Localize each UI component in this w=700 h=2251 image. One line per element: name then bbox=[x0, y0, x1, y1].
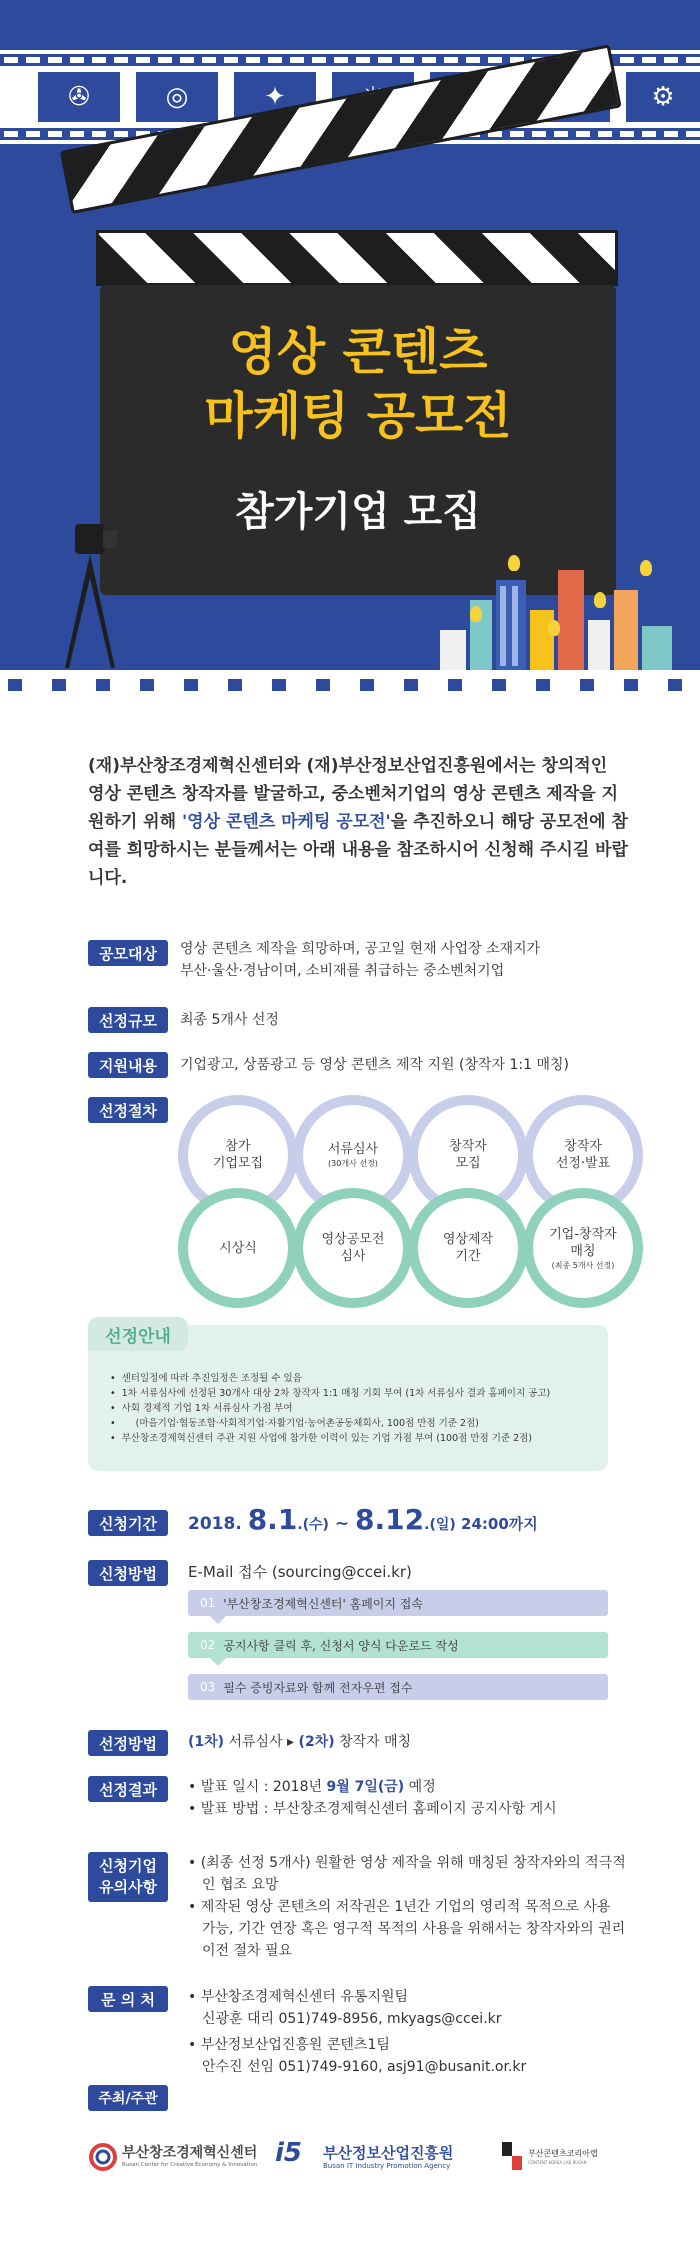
process-step-title: 창작자 모집 bbox=[449, 1139, 487, 1171]
result-date bbox=[188, 1776, 628, 1798]
film-hole bbox=[532, 131, 546, 137]
period-month-end: 8. bbox=[355, 1503, 386, 1536]
film-hole bbox=[510, 131, 524, 137]
label-contact: 문 의 처 bbox=[88, 1986, 168, 2012]
process-step bbox=[188, 1198, 288, 1298]
film-hole bbox=[26, 57, 40, 63]
result-list bbox=[188, 1776, 628, 1820]
step-number: 03 bbox=[200, 1680, 216, 1694]
selection-text-1: 서류심사 ▸ bbox=[224, 1734, 299, 1750]
film-hole bbox=[488, 57, 502, 63]
film-hole bbox=[92, 131, 106, 137]
film-hole bbox=[4, 131, 18, 137]
hero-title-line2: 마케팅 공모전 bbox=[204, 387, 512, 445]
method-text: E-Mail 접수 (sourcing@ccei.kr) bbox=[188, 1563, 412, 1581]
contact-list bbox=[188, 1986, 628, 2078]
result-method: • 발표 방법 : 부산창조경제혁신센터 홈페이지 공지사항 게시 bbox=[188, 1801, 557, 1817]
contact-org: • 부산정보산업진흥원 콘텐츠1팀 bbox=[188, 2037, 390, 2053]
step-text: 공지사항 클릭 후, 신청서 양식 다운로드 작성 bbox=[223, 1638, 459, 1653]
logo-busanit bbox=[275, 2138, 485, 2178]
film-hole bbox=[598, 131, 612, 137]
guide-item: • 1차 서류심사에 선정된 30개사 대상 2차 창작자 1:1 매칭 기회 부여 (1차 서류심사 결과 홈페이지 공고) bbox=[110, 1386, 550, 1401]
notice-list bbox=[188, 1852, 628, 1962]
result-date-pre: • 발표 일시 : 2018년 bbox=[188, 1779, 327, 1795]
process-step-title: 서류심사 bbox=[327, 1142, 379, 1157]
period-weekday-end: .(일) bbox=[424, 1517, 456, 1533]
film-hole bbox=[536, 679, 550, 691]
busanit-logo-text: 부산정보산업진흥원 bbox=[323, 2144, 454, 2162]
film-hole bbox=[668, 679, 682, 691]
film-hole bbox=[114, 131, 128, 137]
busanit-logo-subtext: Busan IT Industry Promotion Agency bbox=[323, 2162, 451, 2170]
hero-banner bbox=[0, 0, 700, 700]
period-day-end: 12 bbox=[385, 1503, 425, 1536]
film-hole bbox=[580, 679, 594, 691]
period-time: 24:00까지 bbox=[455, 1515, 538, 1533]
film-hole bbox=[444, 57, 458, 63]
period-month-start: 8. bbox=[247, 1503, 278, 1536]
ccei-logo-text: 부산창조경제혁신센터 bbox=[122, 2145, 258, 2161]
film-hole bbox=[422, 57, 436, 63]
film-hole bbox=[268, 57, 282, 63]
process-step-note: (30개사 선정) bbox=[328, 1159, 378, 1168]
film-hole bbox=[642, 57, 656, 63]
label-support: 지원내용 bbox=[88, 1052, 168, 1078]
logo-ccei bbox=[88, 2138, 268, 2178]
label-method: 신청방법 bbox=[88, 1560, 168, 1586]
guide-item: • 사회 경제적 기업 1차 서류심사 가점 부여 bbox=[110, 1401, 550, 1416]
contentlab-logo-subtext: CONTENT KOREA LAB BUSAN bbox=[528, 2160, 587, 2165]
step-text: '부산창조경제혁신센터' 홈페이지 접속 bbox=[223, 1596, 423, 1611]
period-tilde: ~ bbox=[328, 1514, 356, 1534]
film-hole bbox=[4, 57, 18, 63]
process-step bbox=[303, 1198, 403, 1298]
city-skyline-icon bbox=[430, 560, 680, 670]
process-step-title: 참가 기업모집 bbox=[212, 1139, 264, 1171]
process-step-note: (최종 5개사 선정) bbox=[551, 1260, 615, 1270]
label-target: 공모대상 bbox=[88, 940, 168, 966]
label-notice bbox=[88, 1852, 168, 1902]
film-hole bbox=[48, 57, 62, 63]
target-line1: 영상 콘텐츠 제작을 희망하며, 공고일 현재 사업장 소재지가 bbox=[180, 941, 541, 957]
film-hole bbox=[492, 679, 506, 691]
film-hole bbox=[48, 131, 62, 137]
ccei-logo-icon bbox=[88, 2142, 118, 2172]
selection-text bbox=[188, 1731, 628, 1753]
label-organizer: 주최/주관 bbox=[88, 2085, 168, 2111]
film-hole bbox=[686, 131, 700, 137]
process-step-title: 기업-창작자 매칭 bbox=[549, 1226, 617, 1259]
film-hole bbox=[70, 57, 84, 63]
selection-text-2: 창작자 매칭 bbox=[334, 1734, 412, 1750]
process-step-title: 시상식 bbox=[219, 1240, 257, 1256]
film-hole bbox=[664, 57, 678, 63]
film-hole bbox=[686, 57, 700, 63]
result-date-highlight: 9월 7일(금) bbox=[326, 1779, 405, 1795]
film-hole bbox=[70, 131, 84, 137]
film-hole bbox=[96, 679, 110, 691]
ccei-logo-subtext: Busan Center for Creative Economy & Innovation bbox=[122, 2162, 258, 2168]
selection-stage-1: (1차) bbox=[188, 1734, 225, 1750]
film-hole bbox=[224, 57, 238, 63]
bulb-decoration bbox=[548, 620, 560, 636]
period-day-start: 1 bbox=[277, 1503, 298, 1536]
process-step bbox=[533, 1198, 633, 1298]
method-step-2 bbox=[188, 1632, 608, 1658]
label-result: 선정결과 bbox=[88, 1776, 168, 1802]
notice-label-2: 유의사항 bbox=[99, 1878, 157, 1896]
bulb-decoration bbox=[508, 555, 520, 571]
film-hole bbox=[228, 679, 242, 691]
guide-title: 선정안내 bbox=[88, 1317, 188, 1351]
guide-item: • 부산창조경제혁신센터 주관 지원 사업에 참가한 이력이 있는 기업 가점 부여 (100점 만점 기준 2점) bbox=[110, 1431, 550, 1446]
film-hole bbox=[202, 57, 216, 63]
film-hole bbox=[312, 57, 326, 63]
hero-subtitle: 참가기업 모집 bbox=[235, 489, 481, 535]
step-number: 02 bbox=[200, 1638, 216, 1652]
guide-item: • 센터일정에 따라 추진일정은 조정될 수 있음 bbox=[110, 1371, 550, 1386]
film-strip-bottom bbox=[0, 670, 700, 700]
film-hole bbox=[26, 131, 40, 137]
film-hole bbox=[576, 131, 590, 137]
film-reel-icon: ✇ bbox=[38, 72, 120, 122]
film-hole bbox=[448, 679, 462, 691]
film-hole bbox=[184, 679, 198, 691]
film-hole bbox=[378, 57, 392, 63]
contest-name-highlight: '영상 콘텐츠 마케팅 공모전' bbox=[181, 812, 391, 832]
guide-item bbox=[110, 1416, 550, 1431]
guide-item-sub: (마을기업·협동조합·사회적기업·자활기업·농어촌공동체회사, 100점 만점 기준 2점) bbox=[135, 1418, 479, 1429]
contentlab-logo-text: 부산콘텐츠코리아랩 bbox=[528, 2149, 598, 2158]
film-hole bbox=[180, 57, 194, 63]
film-hole bbox=[52, 679, 66, 691]
busanit-logo-icon: i5 bbox=[275, 2138, 303, 2168]
film-hole bbox=[554, 131, 568, 137]
film-hole bbox=[620, 131, 634, 137]
period-year: 2018. bbox=[188, 1514, 242, 1534]
label-scale: 선정규모 bbox=[88, 1007, 168, 1033]
film-hole bbox=[140, 679, 154, 691]
process-step-title: 창작자 선정·발표 bbox=[555, 1139, 611, 1171]
method-step-1 bbox=[188, 1590, 608, 1616]
label-selection: 선정방법 bbox=[88, 1730, 168, 1756]
film-hole bbox=[356, 57, 370, 63]
film-hole bbox=[360, 679, 374, 691]
film-hole bbox=[316, 679, 330, 691]
scale-text: 최종 5개사 선정 bbox=[180, 1012, 279, 1028]
gear-icon: ⚙ bbox=[626, 72, 700, 122]
bulb-decoration bbox=[594, 592, 606, 608]
notice-label-1: 신청기업 bbox=[99, 1857, 157, 1875]
notice-item: • (최종 선정 5개사) 원활한 영상 제작을 위해 매칭된 창작자와의 적극적인 협조 요망 bbox=[188, 1855, 626, 1893]
process-step bbox=[418, 1198, 518, 1298]
film-hole bbox=[136, 57, 150, 63]
film-hole bbox=[158, 57, 172, 63]
contact-org: • 부산창조경제혁신센터 유통지원팀 bbox=[188, 1989, 409, 2005]
film-hole bbox=[272, 679, 286, 691]
intro-paragraph bbox=[88, 752, 628, 892]
film-hole bbox=[246, 57, 260, 63]
notice-item: • 제작된 영상 콘텐츠의 저작권은 1년간 기업의 영리적 목적으로 사용 가능, 기간 연장 혹은 영구적 목적의 사용을 위해서는 창작자와의 권리이전 절차 필요 bbox=[188, 1899, 626, 1959]
film-hole bbox=[8, 679, 22, 691]
intro-text: (재)부산창조경제혁신센터와 (재)부산정보산업진흥원에서는 창의적인 영상 콘텐츠 창작자를 발굴하고, 중소벤처기업의 영상 콘텐츠 제작을 지원하기 위해 bbox=[88, 756, 619, 832]
film-hole bbox=[620, 57, 634, 63]
process-step-title: 영상공모전 심사 bbox=[321, 1232, 385, 1264]
intro-text: 을 추진하오니 해당 공모전에 참여를 희망하시는 분들께서는 아래 내용을 참조하시어 신청해 주시길 바랍니다. bbox=[88, 812, 629, 888]
film-hole bbox=[664, 131, 678, 137]
film-hole bbox=[290, 57, 304, 63]
method-step-3 bbox=[188, 1674, 608, 1700]
hero-title bbox=[100, 320, 616, 448]
period-weekday-start: .(수) bbox=[297, 1517, 329, 1533]
period-text bbox=[188, 1500, 628, 1545]
process-step-title: 영상제작 기간 bbox=[442, 1232, 494, 1264]
bulb-decoration bbox=[470, 606, 482, 622]
target-text bbox=[180, 938, 620, 982]
film-hole bbox=[404, 679, 418, 691]
selection-stage-2: (2차) bbox=[298, 1734, 335, 1750]
hero-title-line1: 영상 콘텐츠 bbox=[228, 323, 488, 381]
film-hole bbox=[92, 57, 106, 63]
spotlight-icon bbox=[55, 518, 125, 668]
film-hole bbox=[642, 131, 656, 137]
result-date-post: 예정 bbox=[404, 1779, 436, 1795]
logo-contentlab bbox=[500, 2138, 620, 2178]
film-hole bbox=[334, 57, 348, 63]
bulb-decoration bbox=[640, 560, 652, 576]
step-text: 필수 증빙자료와 함께 전자우편 접수 bbox=[223, 1680, 413, 1695]
contentlab-logo-icon bbox=[500, 2140, 524, 2174]
film-hole bbox=[400, 57, 414, 63]
clapper-base bbox=[96, 230, 618, 286]
support-text: 기업광고, 상품광고 등 영상 콘텐츠 제작 지원 (창작자 1:1 매칭) bbox=[180, 1057, 570, 1073]
label-process: 선정절차 bbox=[88, 1097, 168, 1123]
step-arrow bbox=[210, 1658, 226, 1666]
film-hole bbox=[624, 679, 638, 691]
target-icon: ◎ bbox=[136, 72, 218, 122]
contact-person: 신광훈 대리 051)749-8956, mkyags@ccei.kr bbox=[202, 2011, 502, 2027]
contact-person: 안수진 선임 051)749-9160, asj91@busanit.or.kr bbox=[202, 2059, 527, 2075]
film-hole bbox=[466, 57, 480, 63]
step-number: 01 bbox=[200, 1596, 216, 1610]
target-line2: 부산·울산·경남이며, 소비재를 취급하는 중소벤처기업 bbox=[180, 963, 505, 979]
film-hole bbox=[114, 57, 128, 63]
camera-icon: ✦ bbox=[234, 72, 316, 122]
label-period: 신청기간 bbox=[88, 1510, 168, 1536]
step-arrow bbox=[210, 1616, 226, 1624]
